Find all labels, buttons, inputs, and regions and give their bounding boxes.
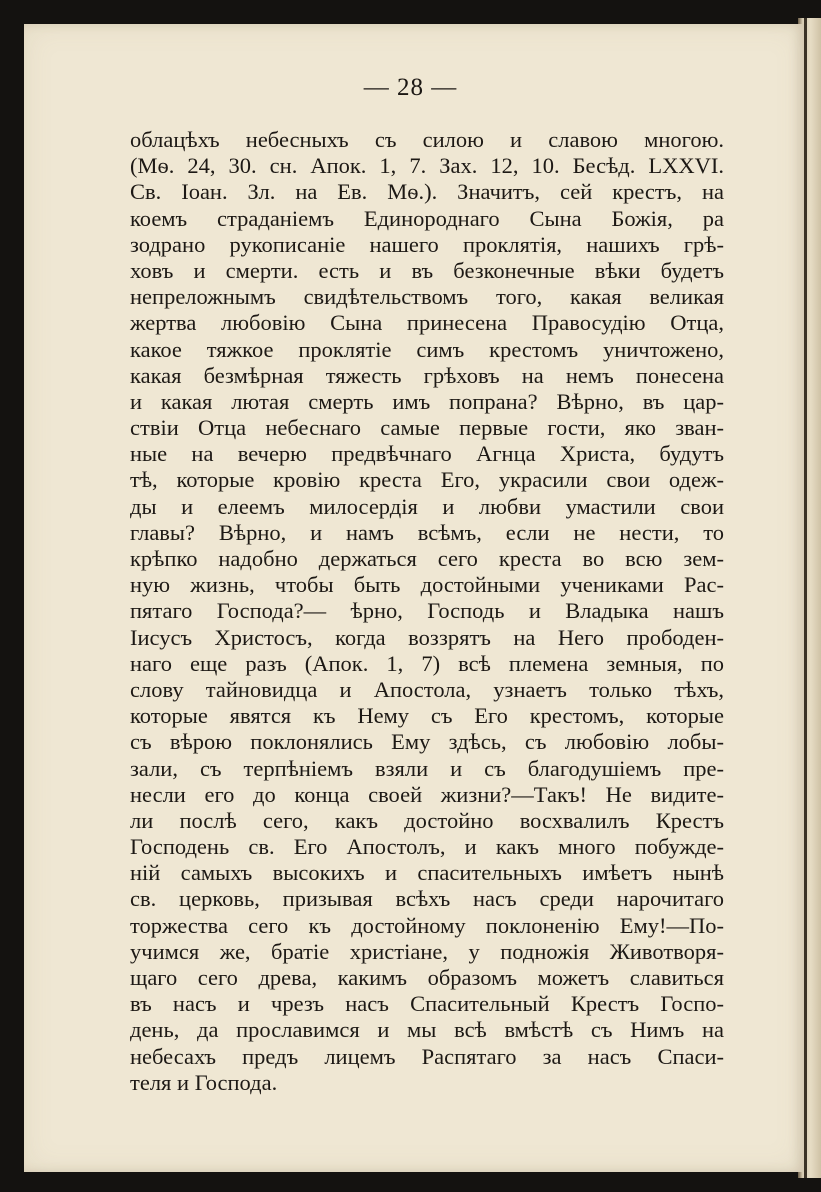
text-line-11: и какая лютая смерть имъ попрана? Вѣрно, въ цар- [130, 388, 724, 414]
text-line-36: небесахъ предъ лицемъ Распятаго за насъ Спаси- [130, 1043, 724, 1069]
text-line-37: теля и Господа. [130, 1069, 278, 1095]
text-line-31: торжества сего къ достойному поклоненію Ему!—По- [130, 912, 724, 938]
text-line-24: съ вѣрою поклонялись Ему здѣсь, съ любовію лобы- [130, 729, 724, 755]
page-number: — 28 — [363, 74, 458, 101]
text-line-10: какая безмѣрная тяжесть грѣховъ на немъ понесена [130, 362, 724, 388]
text-line-9: какое тяжкое проклятіе симъ крестомъ уничтожено, [130, 336, 724, 362]
text-line-12: ствіи Отца небеснаго самые первые гости, яко зван- [130, 415, 724, 441]
page-gutter-shadow [804, 18, 807, 1178]
text-line-13: ные на вечерю предвѣчнаго Агнца Христа, будутъ [130, 441, 724, 467]
text-line-25: зали, съ терпѣніемъ взяли и съ благодушіемъ пре- [130, 755, 724, 781]
text-line-1: облацѣхъ небесныхъ съ силою и славою многою. [130, 127, 724, 152]
text-line-15: ды и елеемъ милосердія и любви умастили свои [130, 493, 724, 519]
text-line-34: въ насъ и чрезъ насъ Спасительный Крестъ Госпо- [130, 991, 724, 1017]
text-line-22: слову тайновидца и Апостола, узнаетъ только тѣхъ, [130, 676, 724, 702]
text-line-23: которые явятся къ Нему съ Его крестомъ, которые [130, 703, 724, 729]
text-line-3: Св. Іоан. Зл. на Ев. Мѳ.). Значитъ, сей крестъ, на [130, 179, 724, 205]
text-line-21: наго еще разъ (Апок. 1, 7) всѣ племена земныя, по [130, 650, 724, 676]
text-line-29: ній самыхъ высокихъ и спасительныхъ имѣетъ нынѣ [130, 860, 724, 886]
text-line-35: день, да прославимся и мы всѣ вмѣстѣ съ Нимъ на [130, 1017, 724, 1043]
text-line-17: крѣпко надобно держаться сего креста во всю зем- [130, 546, 724, 571]
text-line-19: пятаго Господа?— ѣрно, Господь и Владыка нашъ [130, 598, 724, 624]
text-line-8: жертва любовію Сына принесена Правосудію Отца, [130, 310, 724, 336]
text-line-6: ховъ и смерти. есть и въ безконечные вѣки будетъ [130, 257, 724, 283]
text-line-5: зодрано рукописаніе нашего проклятія, нашихъ грѣ- [130, 231, 724, 257]
text-line-28: Господень св. Его Апостолъ, и какъ много побужде- [130, 834, 724, 860]
text-line-4: коемъ страданіемъ Единороднаго Сына Божія, ра [130, 205, 724, 231]
text-line-18: ную жизнь, чтобы быть достойными учениками Рас- [130, 572, 724, 598]
text-line-2: (Мѳ. 24, 30. сн. Апок. 1, 7. Зах. 12, 10. Бесѣд. LXXVI. [130, 153, 724, 179]
text-line-33: щаго сего древа, какимъ образомъ можетъ славиться [130, 965, 724, 990]
text-line-26: несли его до конца своей жизни?—Такъ! Не видите- [130, 781, 724, 807]
text-line-16: главы? Вѣрно, и намъ всѣмъ, если не нести, то [130, 519, 724, 545]
text-line-7: непреложнымъ свидѣтельствомъ того, какая великая [130, 284, 724, 310]
text-line-30: св. церковь, призывая всѣхъ насъ среди нарочитаго [130, 886, 724, 912]
text-line-32: учимся же, братіе христіане, у подножія Животворя- [130, 938, 724, 964]
body-text [130, 127, 724, 1096]
text-line-14: тѣ, которые кровію креста Его, украсили свои одеж- [130, 467, 724, 493]
text-line-27: ли послѣ сего, какъ достойно восхвалилъ Крестъ [130, 807, 724, 833]
text-line-20: Іисусъ Христосъ, когда воззрятъ на Него прободен- [130, 624, 724, 650]
